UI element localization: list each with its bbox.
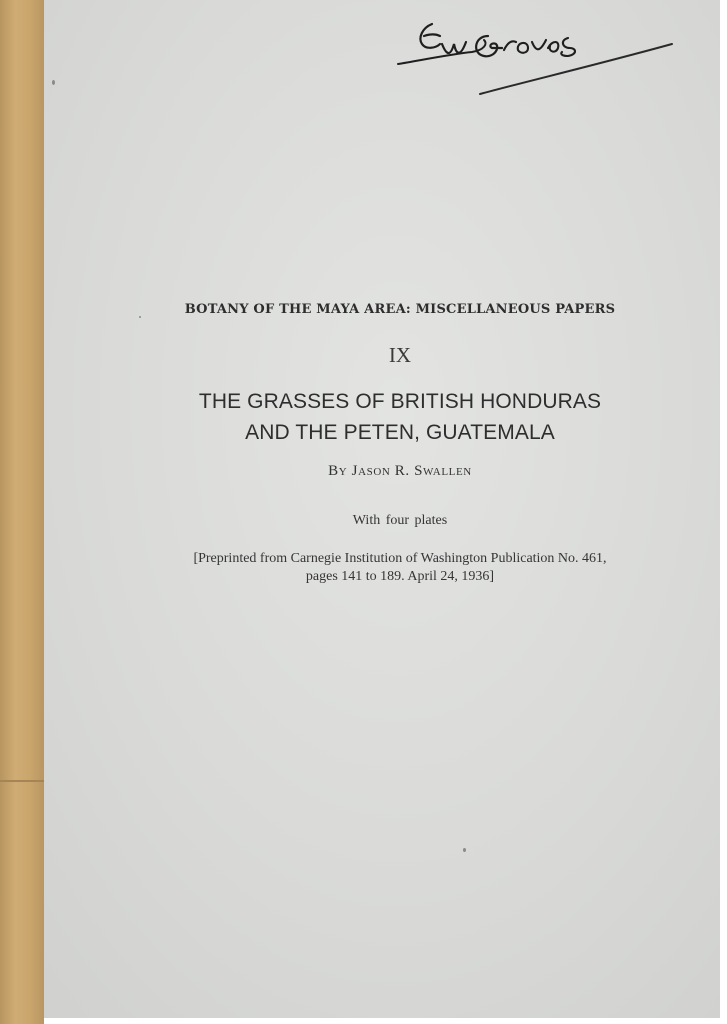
paper-number: IX	[388, 343, 412, 367]
handwritten-signature	[392, 14, 692, 104]
spine-tape	[0, 0, 44, 1024]
series-title: BOTANY OF THE MAYA AREA: MISCELLANEOUS PAPERS	[184, 302, 616, 317]
title-line: AND THE PETEN, GUATEMALA	[245, 421, 555, 444]
paper-title	[60, 386, 727, 448]
plates-note: With four plates	[352, 513, 448, 528]
author-byline: By Jason R. Swallen	[328, 463, 472, 479]
paper-speck	[139, 316, 141, 318]
paper-speck	[52, 80, 55, 85]
reprint-line: [Preprinted from Carnegie Institution of Washington Publication No. 461,	[193, 551, 607, 566]
reprint-line: pages 141 to 189. April 24, 1936]	[305, 569, 495, 584]
tape-seam	[0, 780, 44, 782]
title-line: THE GRASSES OF BRITISH HONDURAS	[198, 390, 602, 413]
reprint-note	[60, 550, 727, 586]
paper-speck	[463, 848, 466, 852]
